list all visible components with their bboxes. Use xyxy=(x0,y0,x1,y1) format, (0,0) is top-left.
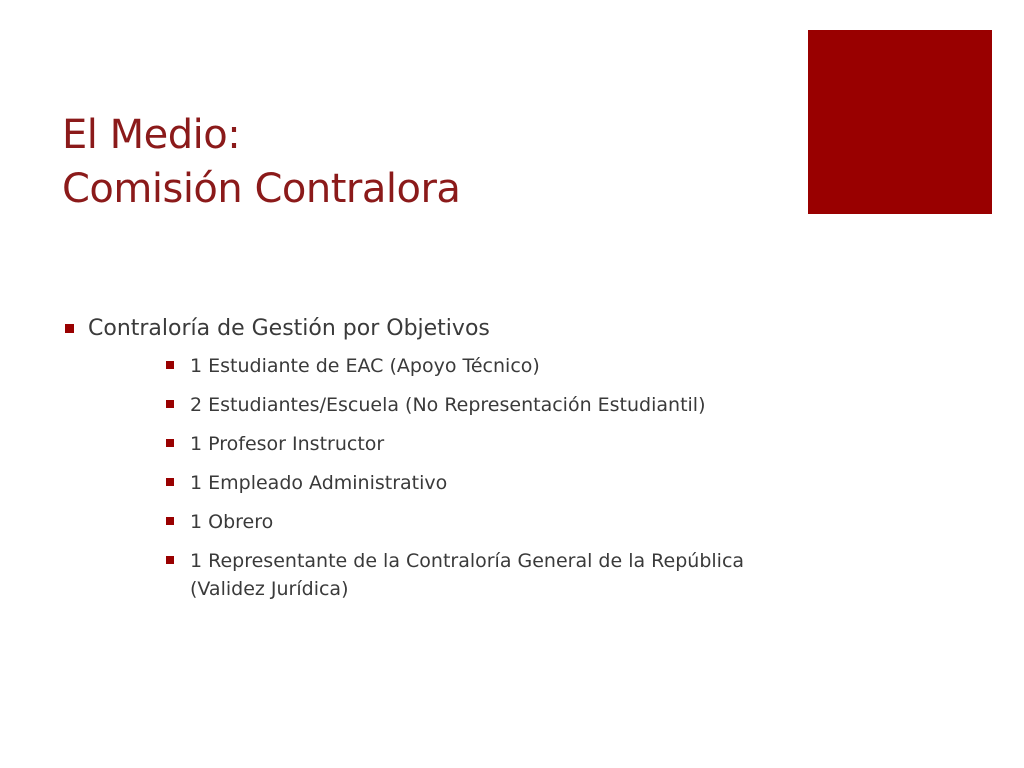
sub-bullet-text: 2 Estudiantes/Escuela (No Representación Estudiantil) xyxy=(190,394,706,416)
square-bullet-icon xyxy=(65,324,74,333)
bullet-item-level1 xyxy=(62,312,782,346)
slide-content xyxy=(62,312,782,614)
sub-bullet-item xyxy=(164,352,780,380)
title-line-2: Comisión Contralora xyxy=(62,166,461,212)
square-bullet-icon xyxy=(166,556,174,564)
slide-title xyxy=(62,108,762,216)
sub-bullet-item xyxy=(164,469,780,497)
square-bullet-icon xyxy=(166,400,174,408)
sub-bullet-item xyxy=(164,547,780,603)
title-line-1: El Medio: xyxy=(62,112,241,158)
sub-bullet-text: 1 Obrero xyxy=(190,511,274,533)
accent-block xyxy=(808,30,992,214)
square-bullet-icon xyxy=(166,361,174,369)
sub-bullet-list xyxy=(62,352,782,603)
sub-bullet-text: 1 Estudiante de EAC (Apoyo Técnico) xyxy=(190,355,540,377)
square-bullet-icon xyxy=(166,517,174,525)
sub-bullet-text: 1 Representante de la Contraloría General de la República (Validez Jurídica) xyxy=(190,550,745,600)
sub-bullet-item xyxy=(164,508,780,536)
sub-bullet-text: 1 Empleado Administrativo xyxy=(190,472,448,494)
bullet-label: Contraloría de Gestión por Objetivos xyxy=(88,316,490,341)
sub-bullet-item xyxy=(164,391,780,419)
sub-bullet-item xyxy=(164,430,780,458)
square-bullet-icon xyxy=(166,478,174,486)
sub-bullet-text: 1 Profesor Instructor xyxy=(190,433,385,455)
square-bullet-icon xyxy=(166,439,174,447)
